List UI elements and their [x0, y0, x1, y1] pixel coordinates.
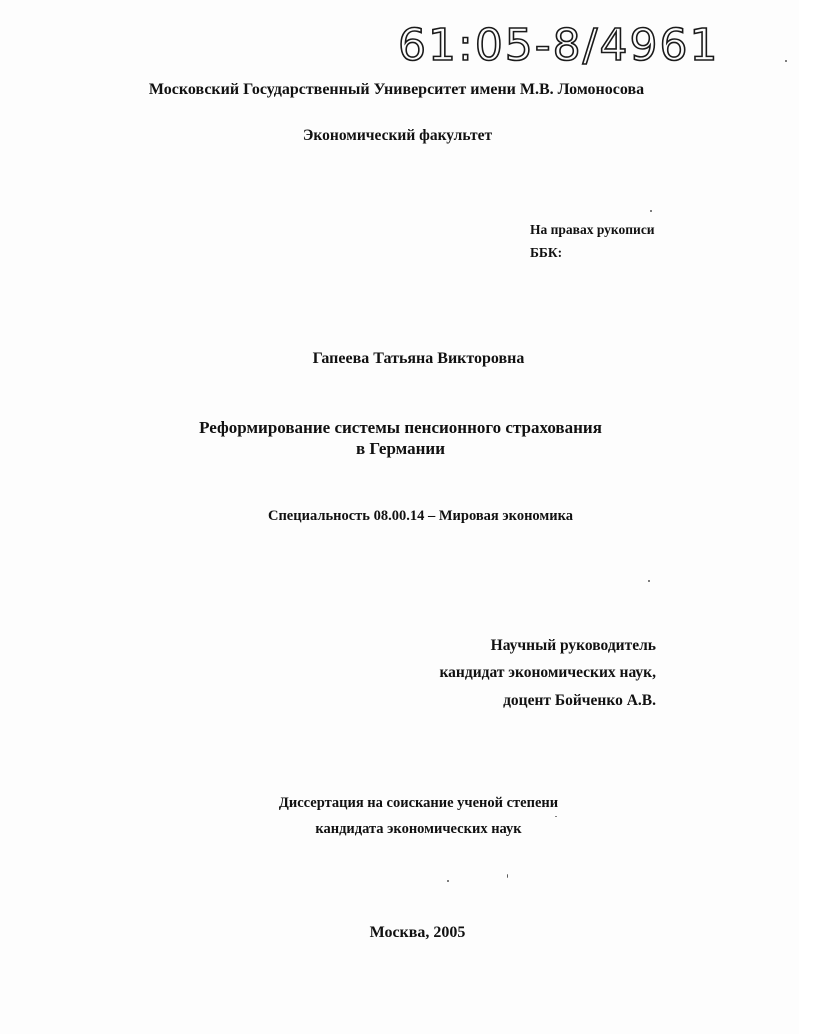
- faculty-name: Экономический факультет: [302, 127, 493, 144]
- scan-speck: [555, 816, 557, 817]
- handwritten-catalog-number: [392, 10, 720, 72]
- degree-sought-line-1: Диссертация на соискание ученой степени: [278, 795, 559, 811]
- author-name: Гапеева Татьяна Викторовна: [312, 350, 525, 367]
- manuscript-rights-note: На правах рукописи: [530, 222, 655, 237]
- scan-speck: [785, 60, 787, 62]
- supervisor-label: Научный руководитель: [490, 637, 656, 654]
- handwritten-catalog-text: 61:05-8/4961: [398, 20, 720, 71]
- bbk-label: ББК:: [530, 245, 563, 260]
- supervisor-degree: кандидат экономических наук,: [439, 664, 656, 681]
- university-name: Московский Государственный Университет имени М.В. Ломоносова: [148, 81, 645, 98]
- scan-speck: [650, 210, 652, 212]
- specialty-line: Специальность 08.00.14 – Мировая экономика: [267, 508, 574, 524]
- scan-speck: [447, 880, 449, 882]
- scan-speck: [507, 874, 508, 878]
- supervisor-name: доцент Бойченко А.В.: [503, 692, 656, 709]
- thesis-title-line-2: в Германии: [355, 439, 446, 458]
- city-and-year: Москва, 2005: [369, 924, 466, 941]
- degree-sought-line-2: кандидата экономических наук: [315, 821, 522, 837]
- scan-speck: [648, 580, 650, 582]
- thesis-title-line-1: Реформирование системы пенсионного страхования: [199, 418, 602, 437]
